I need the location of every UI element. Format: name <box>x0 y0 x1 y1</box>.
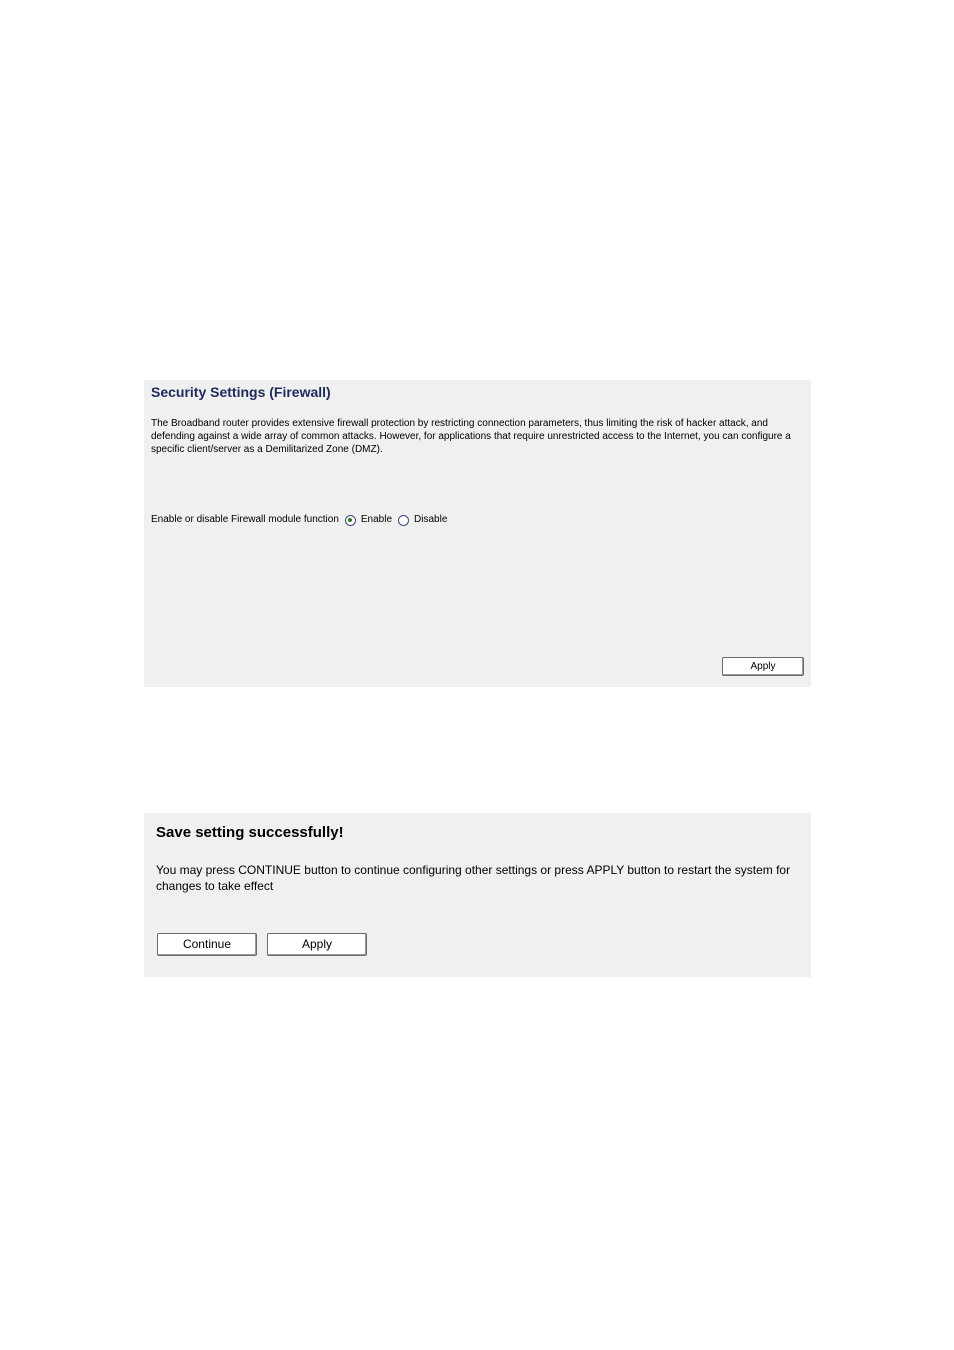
continue-button[interactable]: Continue <box>157 933 257 956</box>
firewall-option-label: Enable or disable Firewall module function <box>151 514 339 525</box>
save-success-title: Save setting successfully! <box>156 824 344 841</box>
save-success-message: You may press CONTINUE button to continue configuring other settings or press APPLY button to restart the system for changes to take effect <box>156 863 791 893</box>
restart-apply-button[interactable]: Apply <box>267 933 367 956</box>
disable-radio-label[interactable]: Disable <box>414 514 448 525</box>
firewall-settings-panel <box>144 380 811 687</box>
enable-radio[interactable] <box>345 515 356 526</box>
firewall-toggle-row <box>151 513 447 527</box>
disable-radio[interactable] <box>398 515 409 526</box>
enable-radio-label[interactable]: Enable <box>360 514 393 525</box>
apply-button[interactable]: Apply <box>722 657 804 676</box>
firewall-description: The Broadband router provides extensive firewall protection by restricting connection parameters, thus limiting the risk of hacker attack, and defending against a wide array of common attacks. However, for applications that require unrestricted access to the Internet, you can configure a specific client/server as a Demilitarized Zone (DMZ). <box>151 418 791 455</box>
page-title: Security Settings (Firewall) <box>151 384 331 400</box>
save-confirmation-panel <box>144 813 811 977</box>
